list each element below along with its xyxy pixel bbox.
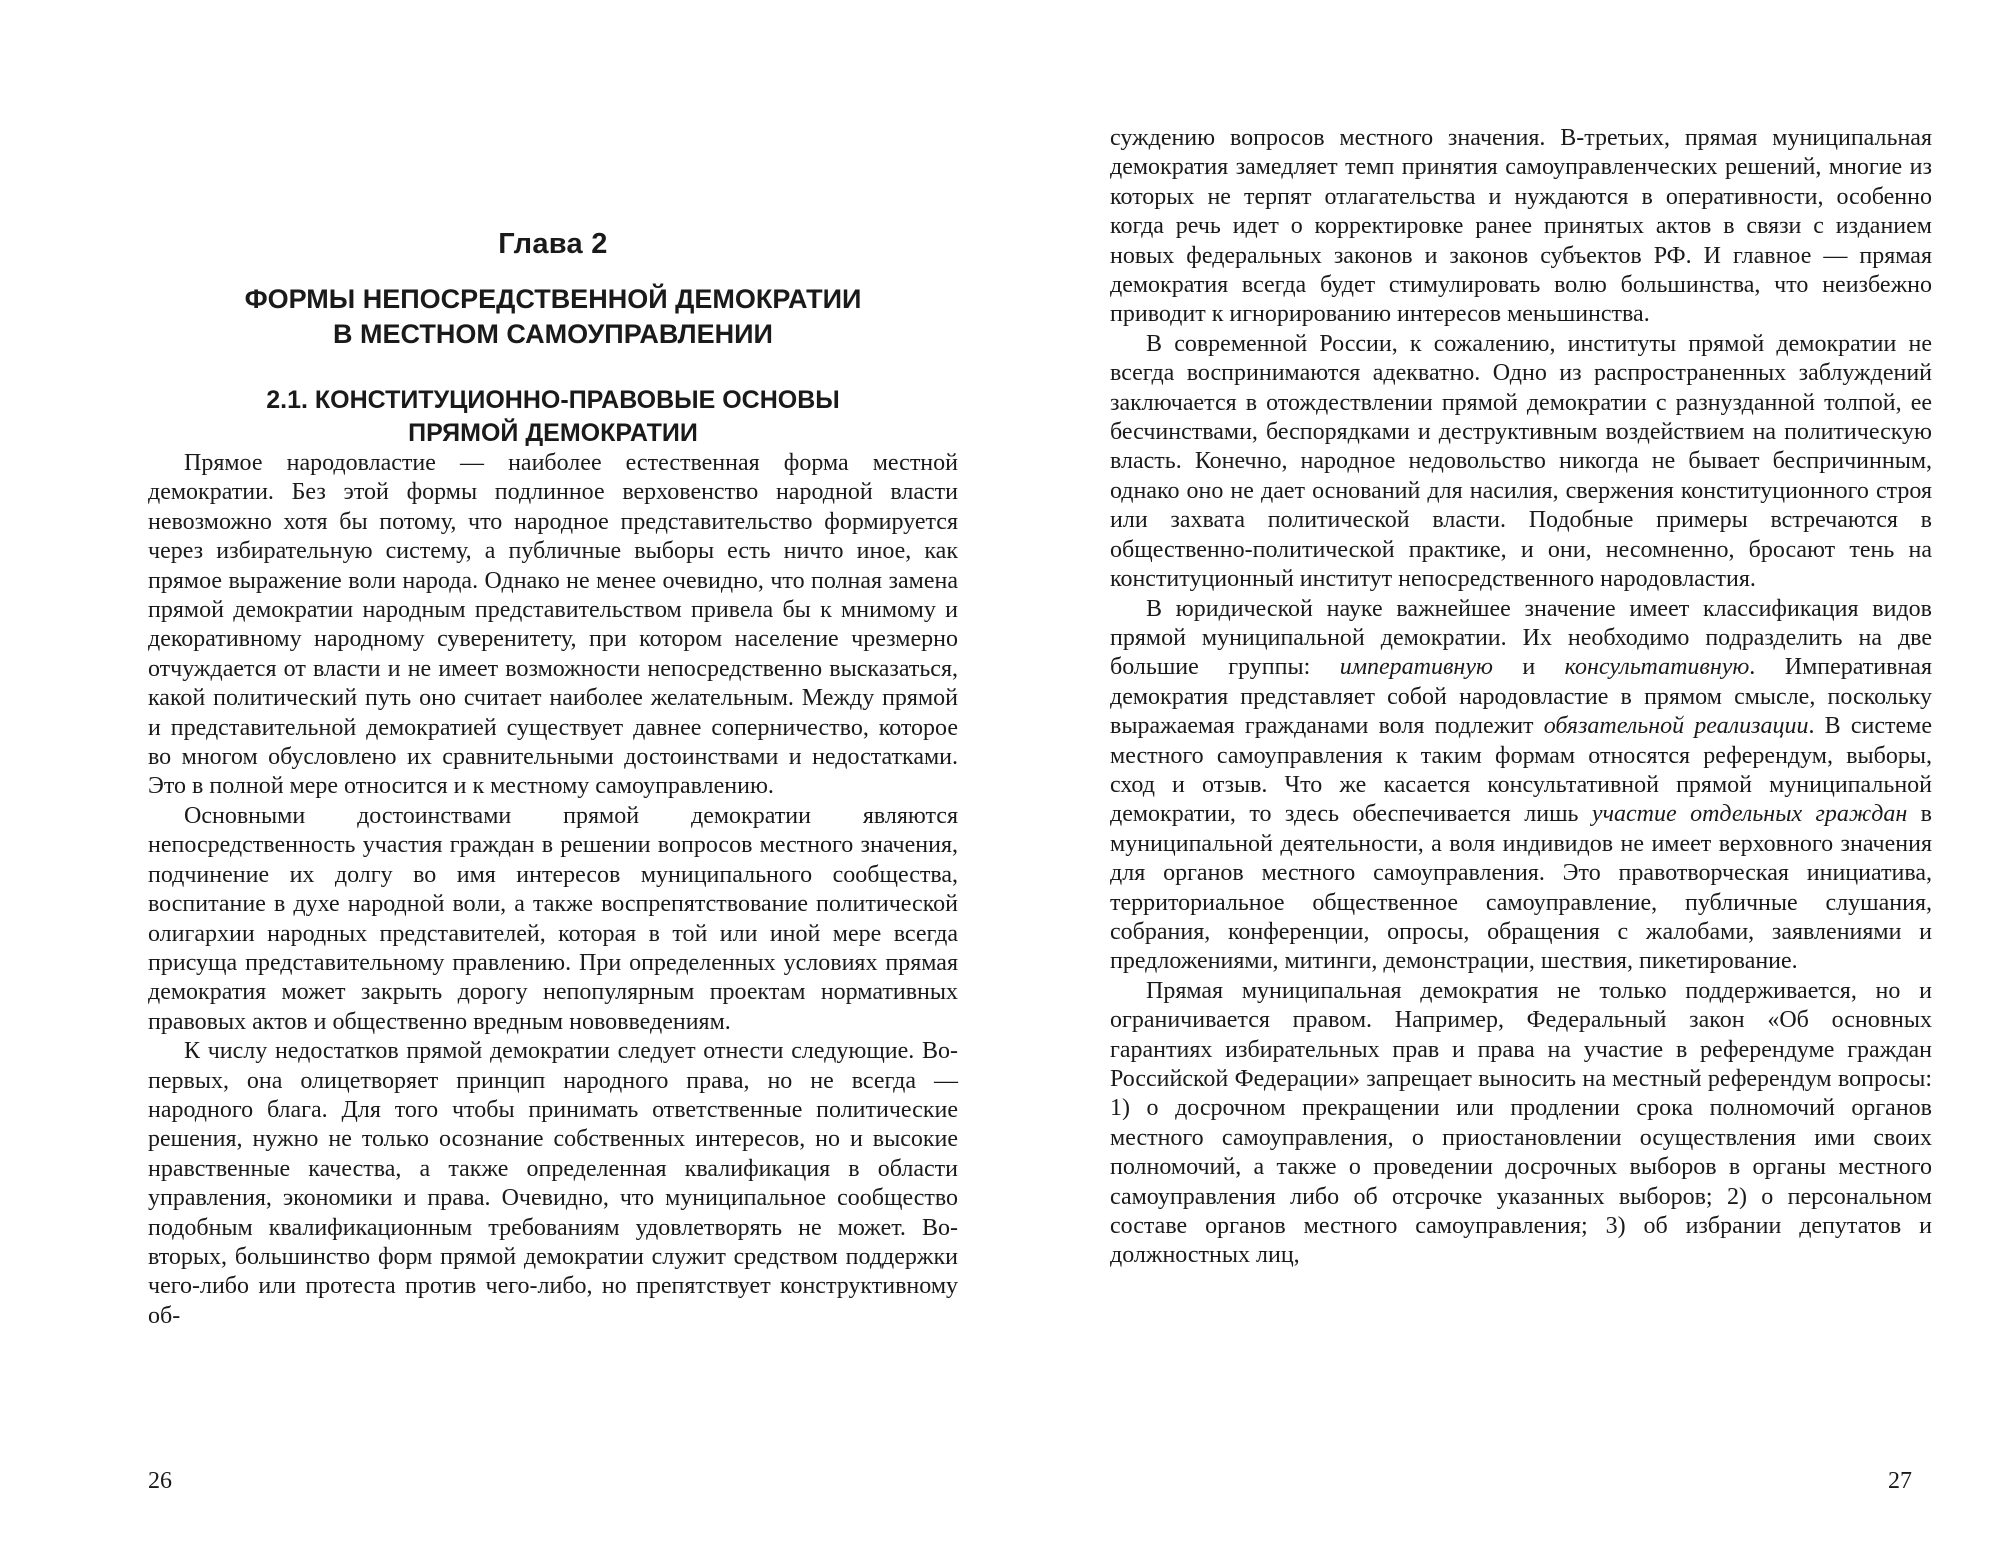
paragraph: К числу недостатков прямой демократии следует отнести следующие. Во-первых, она олицетворяет принцип народного права, но не всегда — народного блага. Для того чтобы принимать ответственные политические решения, нужно не только осознание собственных интересов, но и высокие нравственные качества, а также определенная квалификация в области управления, экономики и права. Очевидно, что муниципальное сообщество подобным квалификационным требованиям удовлетворять не может. Во-вторых, большинство форм прямой демократии служит средством поддержки чего-либо или протеста против чего-либо, но препятствует конструктивному об- <box>148 1038 958 1329</box>
text-run: . Императивная демократия представляет собой народовластие в прямом смысле, поскольку выражаемая гражданами воля подлежит <box>1110 654 1932 740</box>
italic-term: обязательной реализации <box>1543 713 1809 740</box>
paragraph: Основными достоинствами прямой демократии являются непосредственность участия граждан в решении вопросов местного значения, подчинение их долгу во имя интересов муниципального сообщества, воспитание в духе народной воли, а также воспрепятствование политической олигархии народных представителей, которая в той или иной мере всегда присуща представительному правлению. При определенных условиях прямая демократия может закрыть дорогу непопулярным проектам нормативных правовых актов и общественно вредным нововведениям. <box>148 802 958 1035</box>
right-body-text <box>1110 124 1932 1271</box>
page-number: 26 <box>148 1468 172 1494</box>
section-title-line-1: 2.1. КОНСТИТУЦИОННО-ПРАВОВЫЕ ОСНОВЫ <box>266 386 840 414</box>
paragraph: Прямая муниципальная демократия не только поддерживается, но и ограничивается правом. Например, Федеральный закон «Об основных гарантиях избирательных прав и права на участие в референдуме граждан Российской Федерации» запрещает выносить на местный референдум вопросы: 1) о досрочном прекращении или продлении срока полномочий органов местного самоуправления, о приостановлении осуществления ими своих полномочий, а также о проведении досрочных выборов в органы местного самоуправления либо об отсрочке указанных выборов; 2) о персональном составе органов местного самоуправления; 3) об избрании депутатов и должностных лиц, <box>1110 977 1932 1269</box>
italic-term: консультативную <box>1564 654 1750 681</box>
text-run: В юридической науке важнейшее значение имеет классификация видов прямой муниципальной демократии. Их необходимо подразделить на две большие группы: <box>1110 595 1932 681</box>
left-page <box>148 0 958 1552</box>
paragraph <box>1110 595 1932 977</box>
section-title-line-2: ПРЯМОЙ ДЕМОКРАТИИ <box>408 419 698 447</box>
text-run: . В системе местного самоуправления к таким формам относятся референдум, выборы, сход и отзыв. Что же касается консультативной прямой муниципальной демократии, то здесь обеспечивается лишь <box>1110 713 1932 828</box>
right-page <box>1110 0 1932 1552</box>
paragraph: В современной России, к сожалению, институты прямой демократии не всегда воспринимаются адекватно. Одно из распространенных заблуждений заключается в отождествлении прямой демократии с разнузданной толпой, ее бесчинствами, беспорядками и деструктивным воздействием на политическую власть. Конечно, народное недовольство никогда не бывает беспричинным, однако оно не дает оснований для насилия, свержения конституционного строя или захвата политической власти. Подобные примеры встречаются в общественно-политической практике, и они, несомненно, бросают тень на конституционный институт непосредственного народовластия. <box>1110 330 1932 593</box>
paragraph: суждению вопросов местного значения. В-третьих, прямая муниципальная демократия замедляет темп принятия самоуправленческих решений, многие из которых не терпят отлагательства и нуждаются в оперативности, особенно когда речь идет о корректировке ранее принятых актов в связи с изданием новых федеральных законов и законов субъектов РФ. И главное — прямая демократия всегда будет стимулировать волю большинства, что неизбежно приводит к игнорированию интересов меньшинства. <box>1110 125 1932 328</box>
paragraph: Прямое народовластие — наиболее естественная форма местной демократии. Без этой формы подлинное верховенство народной власти невозможно хотя бы потому, что народное представительство формируется через избирательную систему, а публичные выборы есть ничто иное, как прямое выражение воли народа. Однако не менее очевидно, что полная замена прямой демократии народным представительством привела бы к мнимому и декоративному народному суверенитету, при котором население чрезмерно отчуждается от власти и не имеет возможности непосредственно высказаться, какой политический путь оно считает наиболее желательным. Между прямой и представительной демократией существует давнее соперничество, которое во многом обусловлено их сравнительными достоинствами и недостатками. Это в полной мере относится и к местному самоуправлению. <box>148 450 958 800</box>
page-number: 27 <box>1888 1468 1912 1494</box>
chapter-title-line-2: В МЕСТНОМ САМОУПРАВЛЕНИИ <box>333 319 773 349</box>
text-run: в муниципальной деятельности, а воля индивидов не имеет верховного значения для органов местного самоуправления. Это правотворческая инициатива, территориальное общественное самоуправление, публичные слушания, собрания, конференции, опросы, обращения с жалобами, заявлениями и предложениями, митинги, демонстрации, шествия, пикетирование. <box>1110 801 1932 975</box>
text-run: и <box>1492 654 1565 681</box>
italic-term: императивную <box>1339 654 1493 681</box>
chapter-title <box>148 282 958 352</box>
chapter-label: Глава 2 <box>498 228 608 260</box>
italic-term: участие отдельных граждан <box>1591 801 1908 828</box>
section-title <box>148 384 958 450</box>
chapter-title-line-1: ФОРМЫ НЕПОСРЕДСТВЕННОЙ ДЕМОКРАТИИ <box>244 284 862 314</box>
left-body-text <box>148 449 958 1331</box>
